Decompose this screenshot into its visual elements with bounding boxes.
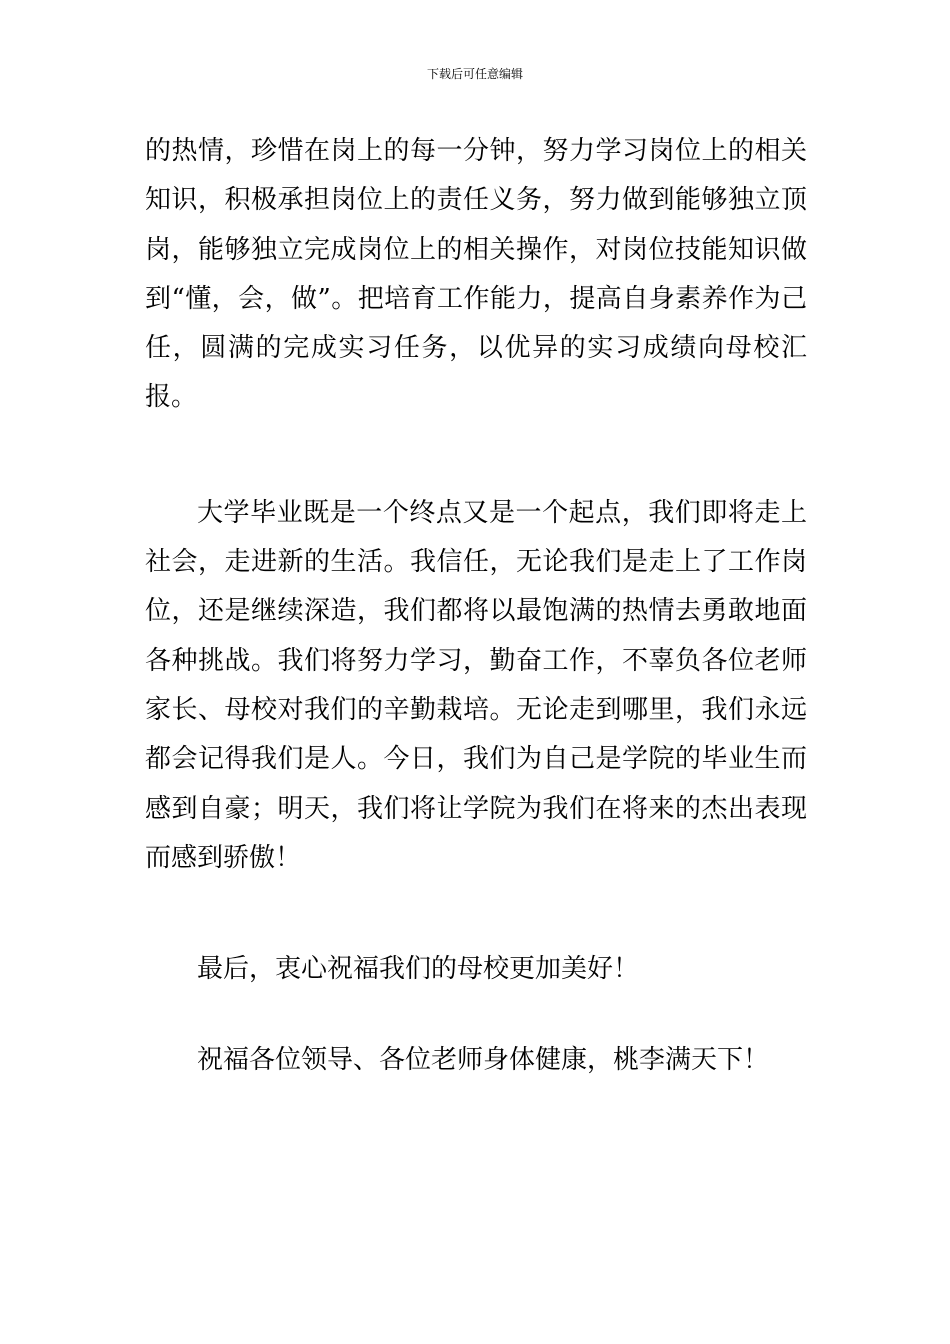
document-body — [145, 127, 807, 1086]
paragraph-graduation: 大学毕业既是一个终点又是一个起点，我们即将走上社会，走进新的生活。我信任，无论我们是走上了工作岗位，还是继续深造，我们都将以最饱满的热情去勇敢地面各种挑战。我们将努力学习，勤奋工作，不辜负各位老师家长、母校对我们的辛勤栽培。无论走到哪里，我们永远都会记得我们是人。今日，我们为自己是学院的毕业生而感到自豪；明天，我们将让学院为我们在将来的杰出表现而感到骄傲！ — [145, 497, 807, 873]
page-header-note: 下载后可任意编辑 — [426, 67, 523, 81]
paragraph-teacher-blessing: 祝福各位领导、各位老师身体健康，桃李满天下！ — [197, 1045, 770, 1076]
paragraph-internship-continued: 的热情，珍惜在岗上的每一分钟，努力学习岗位上的相关知识，积极承担岗位上的责任义务，努力做到能够独立顶岗，能够独立完成岗位上的相关操作，对岗位技能知识做到“懂，会，做”。把培育工作能力，提高自身素养作为己任，圆满的完成实习任务，以优异的实习成绩向母校汇报。 — [145, 136, 807, 413]
paragraph-school-blessing: 最后，衷心祝福我们的母校更加美好！ — [197, 954, 640, 985]
